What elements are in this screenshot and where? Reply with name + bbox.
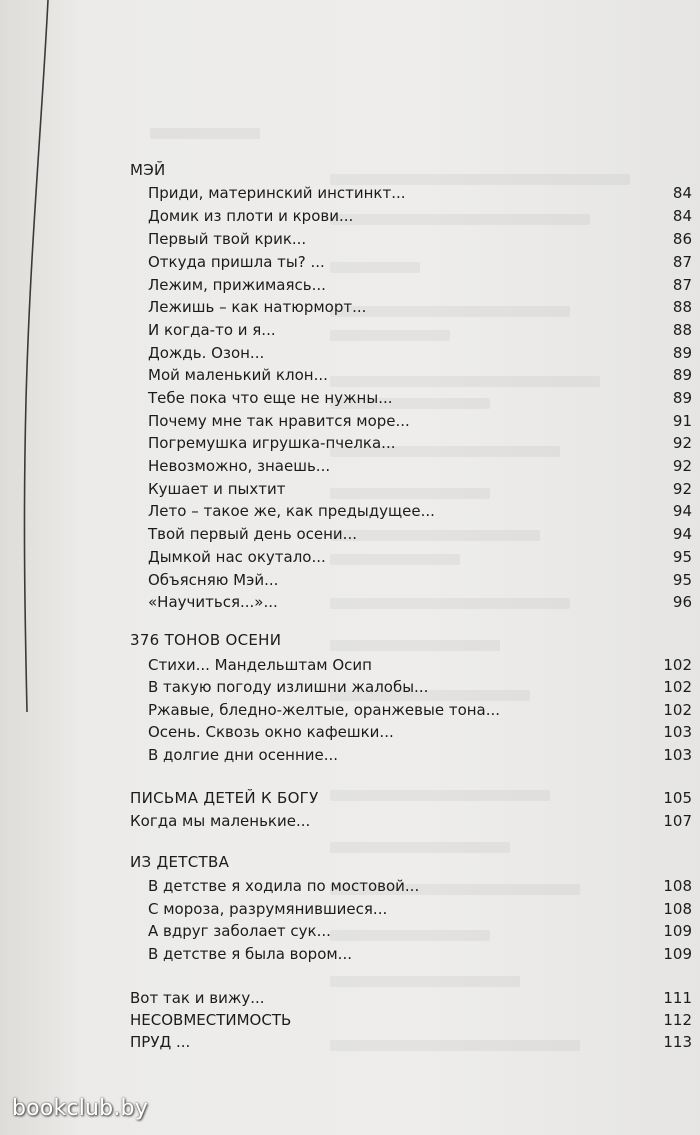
section-title-autumn: 376 ТОНОВ ОСЕНИ [130,631,282,649]
entry-page: 84 [672,184,692,202]
entry-title: Домик из плоти и крови... [148,207,354,225]
entry-title: Откуда пришла ты? ... [148,253,325,271]
entry-title: Лежим, прижимаясь... [148,276,326,294]
entry-page: 94 [672,502,692,520]
site-watermark: bookclub.by [12,1096,148,1121]
entry-title: Лежишь – как натюрморт... [148,298,367,316]
entry-title: Почему мне так нравится море... [148,412,410,430]
entry-page: 102 [663,678,692,696]
toc-entry [0,744,700,767]
entry-page: 113 [663,1033,692,1051]
toc-entry [0,569,700,592]
entry-page: 89 [672,344,692,362]
toc-entry [0,387,700,410]
entry-page: 89 [672,389,692,407]
toc-entry [0,251,700,274]
toc-entry [0,478,700,501]
entry-page: 108 [663,877,692,895]
toc-entry [0,319,700,342]
section-title-mei: МЭЙ [130,161,166,179]
entry-page: 112 [663,1011,692,1029]
entry-title: Осень. Сквозь окно кафешки... [148,723,394,741]
entry-page: 95 [672,571,692,589]
entry-page: 103 [663,723,692,741]
entry-page: 94 [672,525,692,543]
entry-title: В долгие дни осенние... [148,746,339,764]
toc-entry [0,810,700,833]
entry-page: 96 [672,593,692,611]
entry-title: ПРУД ... [130,1033,191,1051]
entry-title: В детстве я ходила по мостовой... [148,877,420,895]
entry-page: 95 [672,548,692,566]
entry-page: 111 [663,989,692,1007]
toc-entry [0,228,700,251]
entry-page: 84 [672,207,692,225]
entry-page: 89 [672,366,692,384]
entry-page: 103 [663,746,692,764]
entry-title: Дождь. Озон... [148,344,265,362]
entry-page: 87 [672,253,692,271]
toc-entry [0,182,700,205]
entry-title: Твой первый день осени... [148,525,357,543]
entry-title: Первый твой крик... [148,230,307,248]
toc-entry [0,410,700,433]
toc-entry [0,676,700,699]
toc-entry [0,875,700,898]
entry-title: С мороза, разрумянившиеся... [148,900,388,918]
entry-title: «Научиться...»... [148,593,278,611]
toc-entry [0,274,700,297]
toc-entry [0,342,700,365]
entry-page: 88 [672,321,692,339]
entry-title: В такую погоду излишни жалобы... [148,678,429,696]
toc-entry [0,546,700,569]
toc-entry [0,920,700,943]
entry-page: 91 [672,412,692,430]
entry-page: 109 [663,922,692,940]
entry-title: Вот так и вижу... [130,989,265,1007]
toc-entry [0,500,700,523]
toc-entry [0,721,700,744]
toc-entry [0,987,700,1010]
entry-title: Дымкой нас окутало... [148,548,326,566]
toc-entry [0,364,700,387]
entry-page: 92 [672,457,692,475]
toc-entry [0,591,700,614]
entry-title: Тебе пока что еще не нужны... [148,389,393,407]
toc-entry [0,699,700,722]
toc-section-entry [0,787,700,810]
entry-page: 109 [663,945,692,963]
entry-title: В детстве я была вором... [148,945,352,963]
entry-title: Невозможно, знаешь... [148,457,331,475]
entry-title: А вдруг заболает сук... [148,922,331,940]
toc-entry [0,205,700,228]
toc-entry [0,455,700,478]
entry-page: 108 [663,900,692,918]
entry-title: Лето – такое же, как предыдущее... [148,502,435,520]
toc-entry [0,296,700,319]
toc-entry [0,654,700,677]
entry-title: Объясняю Мэй... [148,571,279,589]
section-title-childhood: ИЗ ДЕТСТВА [130,853,230,871]
entry-page: 107 [663,812,692,830]
toc-entry [0,943,700,966]
entry-page: 92 [672,434,692,452]
entry-title: Стихи... Мандельштам Осип [148,656,372,674]
entry-title: Когда мы маленькие... [130,812,311,830]
entry-page: 102 [663,656,692,674]
entry-page: 87 [672,276,692,294]
entry-page: 105 [663,789,692,807]
toc-entry [0,1031,700,1054]
entry-page: 88 [672,298,692,316]
entry-title: Кушает и пыхтит [148,480,286,498]
entry-title: Мой маленький клон... [148,366,328,384]
entry-title: НЕСОВМЕСТИМОСТЬ [130,1011,292,1029]
entry-page: 102 [663,701,692,719]
toc-entry [0,1009,700,1032]
toc-entry [0,898,700,921]
toc-entry [0,432,700,455]
entry-page: 86 [672,230,692,248]
entry-title: Приди, материнский инстинкт... [148,184,406,202]
entry-title: Ржавые, бледно-желтые, оранжевые тона... [148,701,501,719]
section-title-letters: ПИСЬМА ДЕТЕЙ К БОГУ [130,789,319,807]
entry-page: 92 [672,480,692,498]
toc-entry [0,523,700,546]
entry-title: И когда-то и я... [148,321,276,339]
entry-title: Погремушка игрушка-пчелка... [148,434,396,452]
